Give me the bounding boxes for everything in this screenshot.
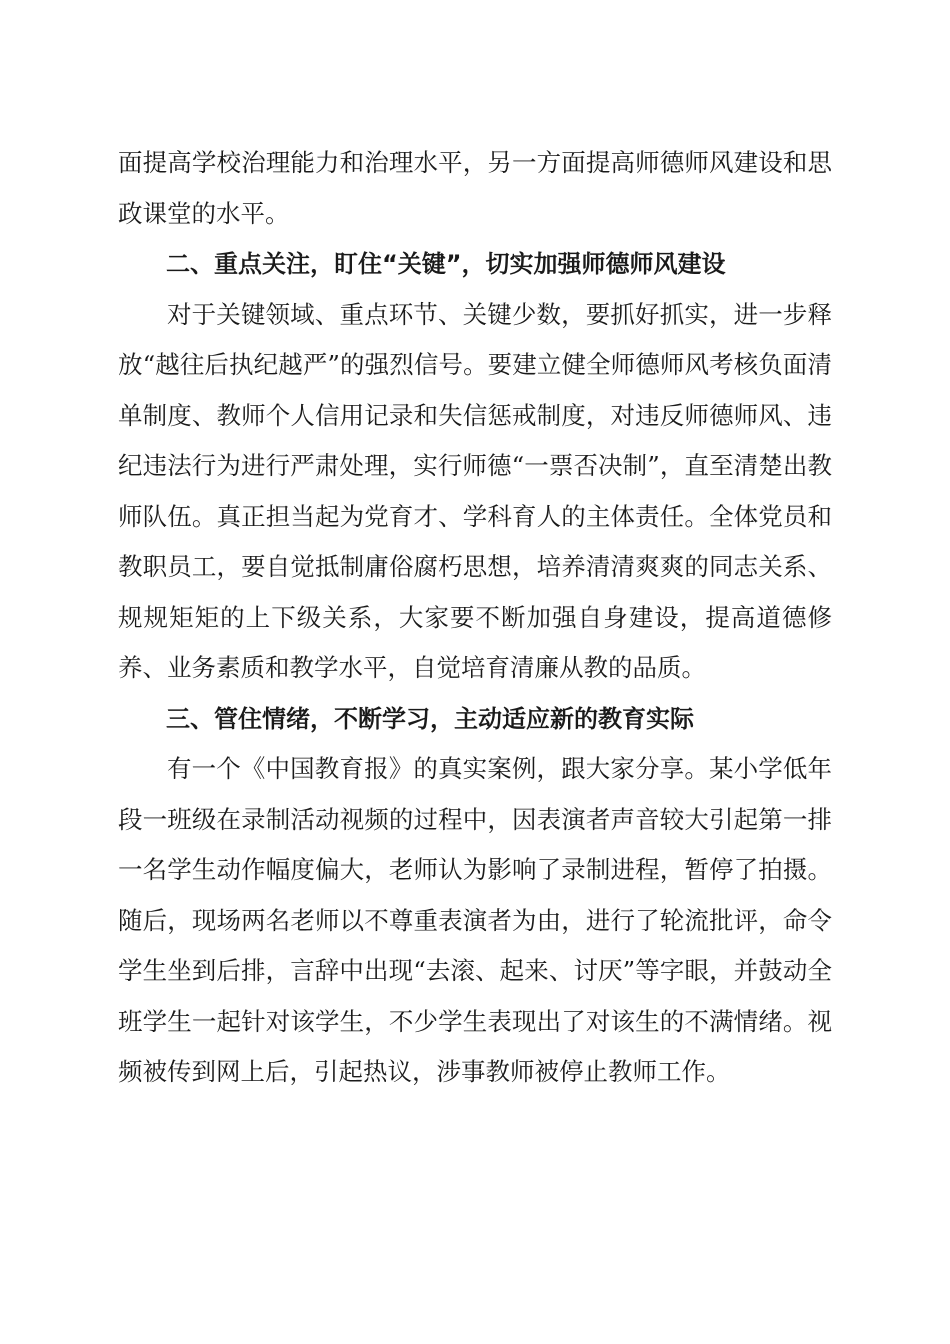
section-3-body: 有一个《中国教育报》的真实案例，跟大家分享。某小学低年段一班级在录制活动视频的过程中，因表演者声音较大引起第一排一名学生动作幅度偏大，老师认为影响了录制进程，暂停了拍摄。随后，现场两名老师以不尊重表演者为由，进行了轮流批评，命令学生坐到后排，言辞中出现“去滚、起来、讨厌”等字眼，并鼓动全班学生一起针对该学生，不少学生表现出了对该生的不满情绪。视频被传到网上后，引起热议，涉事教师被停止教师工作。 [118, 754, 832, 1086]
document-page [118, 138, 832, 1098]
section-3-heading: 三、管住情绪，不断学习，主动适应新的教育实际 [166, 704, 694, 733]
continued-paragraph: 面提高学校治理能力和治理水平，另一方面提高师德师风建设和思政课堂的水平。 [118, 148, 832, 228]
section-2-heading: 二、重点关注，盯住“关键”，切实加强师德师风建设 [166, 250, 726, 278]
section-2-body: 对于关键领域、重点环节、关键少数，要抓好抓实，进一步释放“越往后执纪越严”的强烈信号。要建立健全师德师风考核负面清单制度、教师个人信用记录和失信惩戒制度，对违反师德师风、违纪违法行为进行严肃处理，实行师德“一票否决制”，直至清楚出教师队伍。真正担当起为党育才、学科育人的主体责任。全体党员和教职员工，要自觉抵制庸俗腐朽思想，培养清清爽爽的同志关系、规规矩矩的上下级关系，大家要不断加强自身建设，提高道德修养、业务素质和教学水平，自觉培育清廉从教的品质。 [118, 299, 832, 682]
